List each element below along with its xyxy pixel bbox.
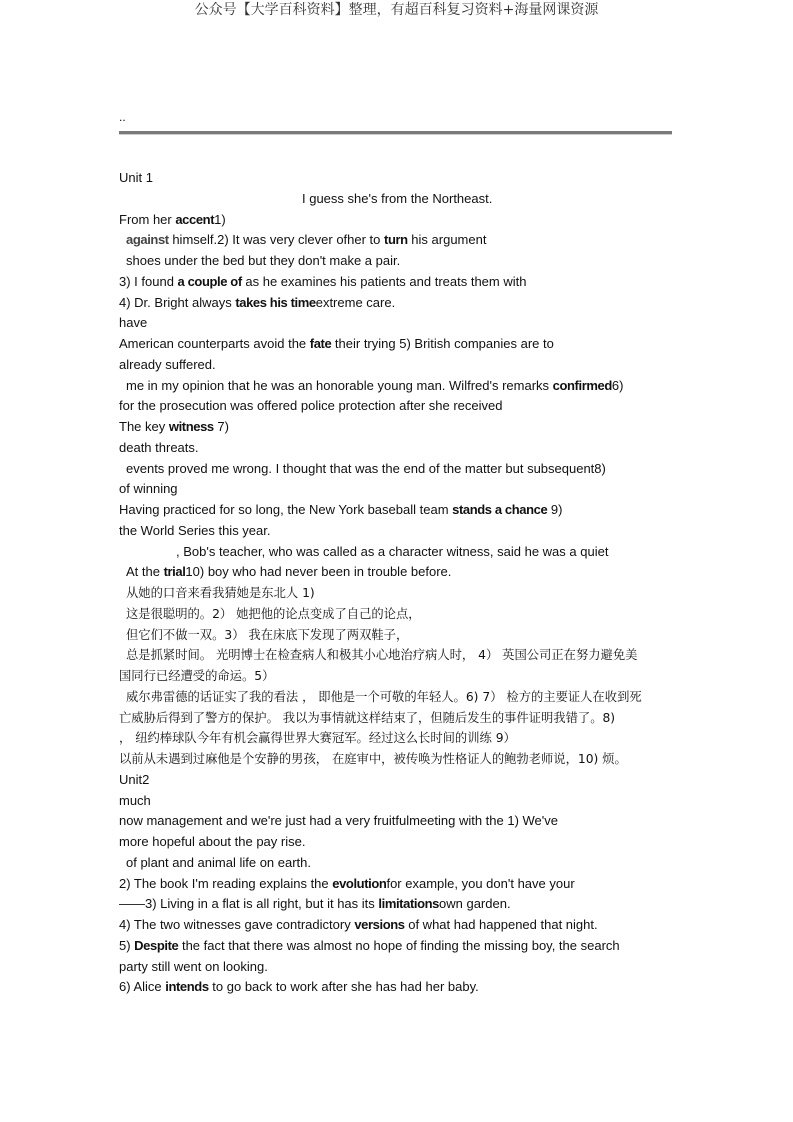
text-run: 1) — [214, 211, 226, 227]
text-line — [119, 295, 395, 311]
text-line — [119, 917, 598, 933]
text-line — [126, 606, 421, 622]
text-run: for the prosecution was offered police protection after she received — [119, 398, 503, 414]
text-run: 2) The book I'm reading explains the — [119, 875, 333, 891]
vocab-keyword: trial — [163, 564, 186, 580]
text-line — [119, 834, 305, 850]
text-run: From her — [119, 211, 176, 227]
text-run: the World Series this year. — [119, 522, 271, 538]
text-run: of plant and animal life on earth. — [126, 854, 312, 870]
text-run: American counterparts avoid the — [119, 336, 310, 351]
text-run: own garden. — [439, 896, 511, 912]
text-line — [119, 274, 526, 290]
text-run: more hopeful about the pay rise. — [119, 834, 306, 849]
text-line — [119, 710, 615, 726]
text-line — [126, 253, 400, 269]
text-run: his argument — [407, 232, 487, 248]
text-run: 4) Dr. Bright always — [119, 294, 236, 310]
text-line — [119, 938, 620, 954]
text-line — [176, 544, 608, 560]
unit-heading — [119, 170, 153, 186]
text-line — [119, 440, 199, 456]
text-line — [126, 585, 315, 601]
text-run: 4) The two witnesses gave contradictory — [119, 917, 355, 932]
text-run: extreme care. — [315, 294, 396, 310]
text-run: 9) — [547, 502, 563, 517]
text-run: 5) — [119, 937, 135, 953]
vocab-keyword: versions — [354, 917, 405, 932]
text-line — [126, 461, 606, 477]
text-line — [126, 627, 408, 643]
text-run: I guess she's from the Northeast. — [302, 190, 493, 206]
text-run: as he examines his patients and treats them with — [241, 273, 527, 289]
vocab-keyword: against — [126, 232, 169, 248]
text-line — [119, 357, 216, 373]
text-line — [119, 730, 516, 746]
text-run: of what had happened that night. — [404, 917, 598, 932]
text-run: 国同行已经遭受的命运。5） — [119, 669, 275, 683]
vocab-keyword: evolution — [332, 875, 387, 891]
text-run: of winning — [119, 481, 178, 497]
text-run: the fact that there was almost no hope of finding the missing boy, the search — [178, 937, 620, 953]
text-line — [126, 689, 642, 705]
text-run: events proved me wrong. I thought that was the end of the matter but subsequent8) — [126, 460, 606, 476]
text-run: Having practiced for so long, the New York baseball team — [119, 502, 453, 517]
text-line — [119, 813, 558, 829]
text-run: me in my opinion that he was an honorable young man. Wilfred's remarks — [126, 377, 553, 393]
text-line — [126, 564, 451, 580]
text-run: now management and we're just had a very fruitfulmeeting with the 1) We've — [119, 813, 559, 829]
vocab-keyword: Despite — [134, 937, 179, 953]
text-line — [119, 959, 268, 975]
text-line — [119, 398, 502, 414]
text-run: 6) Alice — [119, 979, 166, 995]
header-dots: .. — [119, 110, 126, 124]
text-line — [126, 378, 623, 394]
text-run: 这是很聪明的。2） 她把他的论点变成了自己的论点， — [126, 606, 421, 621]
text-run: for example, you don't have your — [386, 875, 575, 891]
unit-heading — [119, 772, 149, 788]
vocab-keyword: limitations — [378, 896, 439, 912]
text-line — [119, 979, 479, 995]
vocab-keyword: takes his time — [235, 294, 316, 310]
text-line — [119, 502, 562, 518]
text-run: much — [119, 792, 151, 808]
text-run: himself.2) It was very clever ofher to — [168, 232, 385, 248]
text-run: party still went on looking. — [119, 958, 268, 974]
text-run: 但它们不做一双。3） 我在床底下发现了两双鞋子， — [126, 627, 409, 642]
vocab-keyword: fate — [309, 336, 332, 351]
text-run: ， 纽约棒球队今年有机会赢得世界大赛冠军。经过这么长时间的训练 9） — [119, 731, 516, 746]
text-run: , Bob's teacher, who was called as a character witness, said he was a quiet — [176, 543, 609, 559]
text-run: 总是抓紧时间。 光明博士在检查病人和极其小心地治疗病人时， 4） 英国公司正在努力避免美 — [126, 648, 638, 663]
text-line — [119, 481, 178, 497]
vocab-keyword: accent — [175, 211, 215, 227]
text-line — [126, 647, 637, 663]
vocab-keyword: turn — [384, 232, 408, 248]
text-run: The key — [119, 419, 169, 434]
text-run: shoes under the bed but they don't make a pair. — [126, 253, 401, 268]
text-line — [126, 232, 486, 248]
text-line — [302, 191, 492, 207]
text-run: 6) — [611, 377, 624, 393]
text-run: 从她的口音来看我猜她是东北人 1) — [126, 586, 315, 600]
text-line — [119, 336, 554, 352]
watermark-banner: 公众号【大学百科资料】整理，有超百科复习资料+海量网课资源 — [194, 2, 599, 18]
text-line — [119, 668, 274, 684]
text-run: 3) I found — [119, 273, 178, 289]
text-run: already suffered. — [119, 356, 216, 372]
text-run: Unit2 — [119, 771, 150, 787]
text-run: 以前从未遇到过麻他是个安静的男孩， 在庭审中，被传唤为性格证人的鲍勃老师说，10) 烦。 — [119, 752, 627, 766]
vocab-keyword: witness — [168, 419, 214, 434]
text-run: At the — [126, 564, 164, 580]
vocab-keyword: stands a chance — [452, 502, 548, 517]
text-line — [119, 896, 511, 912]
text-run: 10) boy who had never been in trouble before. — [185, 564, 452, 580]
text-line — [119, 315, 147, 331]
text-line — [119, 793, 151, 809]
text-run: 亡威胁后得到了警方的保护。 我以为事情就这样结束了，但随后发生的事件证明我错了。8) — [119, 710, 616, 725]
text-line — [119, 751, 627, 767]
text-line — [119, 876, 575, 892]
vocab-keyword: a couple of — [177, 273, 242, 289]
text-run: their trying 5) British companies are to — [331, 336, 554, 351]
text-line — [119, 419, 229, 435]
header-rule — [119, 131, 672, 135]
text-line — [119, 212, 226, 228]
text-run: death threats. — [119, 439, 199, 455]
vocab-keyword: intends — [165, 979, 209, 995]
text-run: 威尔弗雷德的话证实了我的看法 ， 即他是一个可敬的年轻人。6) 7） 检方的主要证人在收到死 — [126, 689, 642, 704]
vocab-keyword: confirmed — [552, 377, 612, 393]
text-run: 7) — [213, 419, 229, 434]
text-run: Unit 1 — [119, 170, 153, 185]
text-run: have — [119, 315, 148, 331]
text-line — [126, 855, 311, 871]
text-run: ——3) Living in a flat is all right, but it has its — [119, 896, 379, 912]
text-line — [119, 523, 271, 539]
text-run: to go back to work after she has had her baby. — [208, 979, 479, 995]
